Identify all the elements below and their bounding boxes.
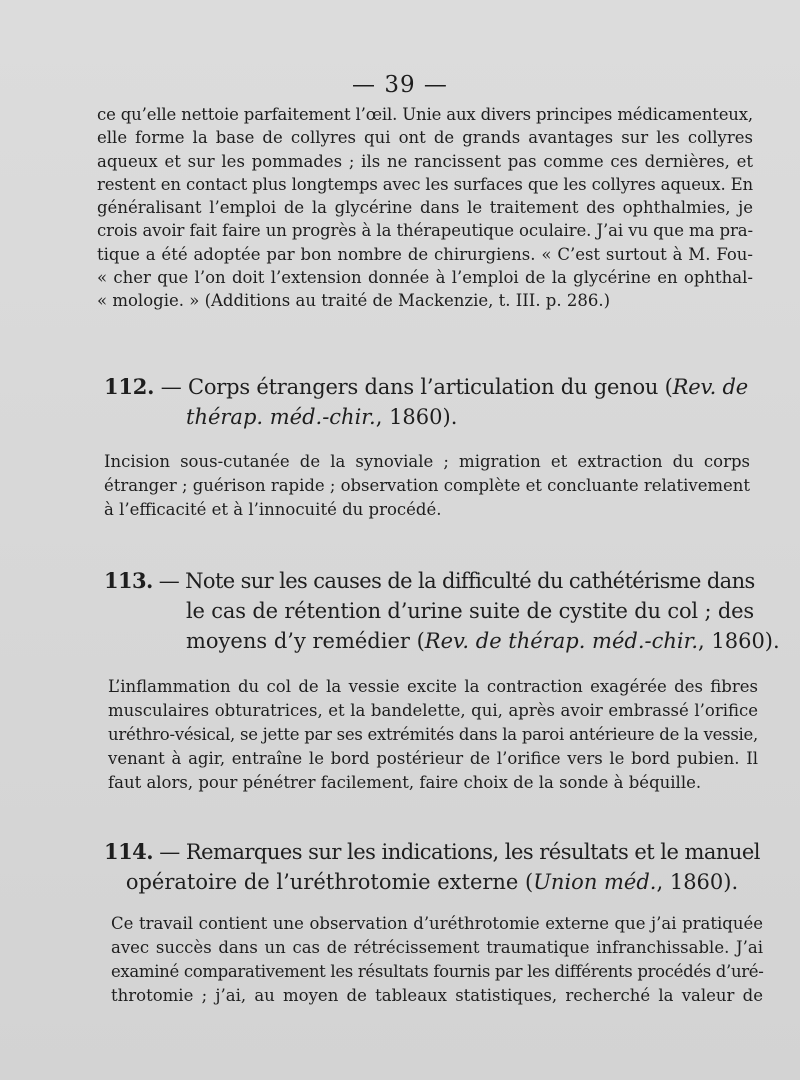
entry-dash: — [158,569,180,593]
heading-line: le cas de rétention d’urine suite de cystite du col ; des [186,599,754,623]
text-line: L’inflammation du col de la vessie excite la contraction exagérée des fibres [108,677,758,696]
text-line: étranger ; guérison rapide ; observation complète et concluante relativement [104,476,750,495]
entry-title: moyens d’y remédier ( [186,629,425,653]
continued-paragraph [97,103,753,313]
text-line: tique a été adoptée par bon nombre de chirurgiens. « C’est surtout à M. Fou- [97,244,753,264]
entry-year: , 1860). [698,629,780,653]
text-line: throtomie ; j’ai, au moyen de tableaux statistiques, recherché la valeur de [111,986,763,1005]
heading-line [104,867,760,897]
text-line: Ce travail contient une observation d’uréthrotomie externe que j’ai pratiquée [111,914,763,933]
text-line: musculaires obturatrices, et la bandelette, qui, après avoir embrassé l’orifice [108,701,758,720]
entry-dash: — [159,840,180,864]
entry-dash: — [160,375,182,399]
entry-source: Rev. de [672,375,748,399]
text-line: à l’efficacité et à l’innocuité du procédé. [104,500,442,519]
text-line: aqueux et sur les pommades ; ils ne rancissent pas comme ces dernières, et [97,151,753,171]
text-line: crois avoir fait faire un progrès à la thérapeutique oculaire. J’ai vu que ma pra- [97,221,753,241]
entry-source: thérap. méd.-chir. [186,405,376,429]
text-line: examiné comparativement les résultats fournis par les différents procédés d’uré- [111,962,764,981]
entry-year: , 1860). [375,405,458,429]
entry-114-heading [104,837,760,897]
entry-title: opératoire de l’uréthrotomie externe ( [125,870,534,894]
entry-title: Note sur les causes de la difficulté du cathétérisme dans [185,569,755,593]
entry-year: , 1860). [656,870,739,894]
entry-112-summary [104,450,750,522]
entry-title: Remarques sur les indications, les résultats et le manuel [185,840,760,864]
text-line: avec succès dans un cas de rétrécissement traumatique infranchissable. J’ai [111,938,763,957]
text-line: « mologie. » (Additions au traité de Mackenzie, t. III. p. 286.) [97,291,611,311]
entry-source: Union méd. [533,870,657,894]
text-line: faut alors, pour pénétrer facilement, faire choix de la sonde à béquille. [108,773,702,792]
text-line: « cher que l’on doit l’extension donnée à l’emploi de la glycérine en ophthal- [97,268,753,288]
text-line: venant à agir, entraîne le bord postérieur de l’orifice vers le bord pubien. Il [108,749,758,768]
entry-title: Corps étrangers dans l’articulation du genou ( [188,375,673,399]
entry-113-summary [108,675,758,795]
entry-number: 113. [104,568,153,593]
entry-number: 114. [104,839,154,864]
text-line: généralisant l’emploi de la glycérine dans le traitement des ophthalmies, je [97,198,753,218]
heading-line [104,566,754,596]
text-line: uréthro-vésical, se jette par ses extrémités dans la paroi antérieure de la vessie, [108,725,758,744]
entry-113-heading [104,566,780,656]
heading-line [104,402,748,432]
entry-114-summary [111,912,763,1008]
page-number: — 39 — [352,72,448,98]
text-line: elle forme la base de collyres qui ont de grands avantages sur les collyres [97,128,753,148]
text-line: ce qu’elle nettoie parfaitement l’œil. Unie aux divers principes médicamenteux, [97,105,753,124]
entry-112-heading [104,372,748,432]
heading-line [104,626,780,656]
heading-line [104,372,748,402]
heading-line [104,837,760,867]
entry-source: Rev. de thérap. méd.-chir. [424,629,699,653]
entry-number: 112. [104,374,155,399]
text-line: restent en contact plus longtemps avec les surfaces que les collyres aqueux. En [97,174,753,194]
text-line: Incision sous-cutanée de la synoviale ; migration et extraction du corps [104,452,750,471]
